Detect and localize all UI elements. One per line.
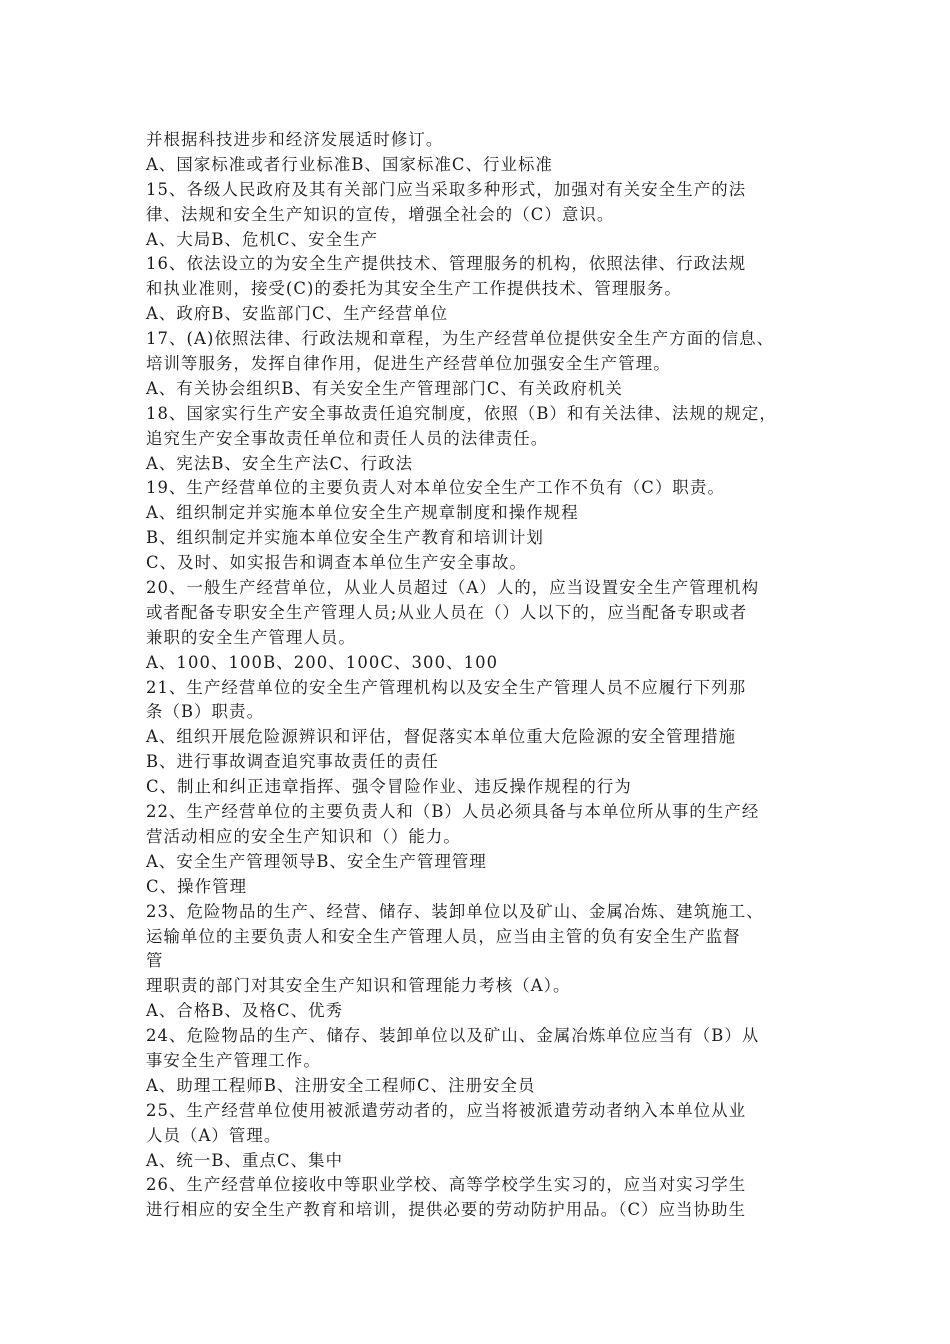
text-line: 22、生产经营单位的主要负责人和（B）人员必须具备与本单位所从事的生产经 <box>146 802 760 822</box>
text-line: 或者配备专职安全生产管理人员;从业人员在（）人以下的，应当配备专职或者 <box>146 602 748 622</box>
text-line: 兼职的安全生产管理人员。 <box>146 627 356 647</box>
text-line: 管 <box>146 951 164 971</box>
text-line: A、宪法B、安全生产法C、行政法 <box>146 453 414 473</box>
text-line: 20、一般生产经营单位，从业人员超过（A）人的，应当设置安全生产管理机构 <box>146 578 760 598</box>
text-line: C、操作管理 <box>146 876 248 896</box>
text-line: 营活动相应的安全生产知识和（）能力。 <box>146 826 461 846</box>
text-line: 并根据科技进步和经济发展适时修订。 <box>146 130 444 149</box>
document-body <box>146 128 836 1223</box>
text-line: 26、生产经营单位接收中等职业学校、高等学校学生实习的，应当对实习学生 <box>146 1175 747 1195</box>
text-line: A、政府B、安监部门C、生产经营单位 <box>146 304 449 324</box>
text-line: 19、生产经营单位的主要负责人对本单位安全生产工作不负有（C）职责。 <box>146 478 725 498</box>
text-line: 21、生产经营单位的安全生产管理机构以及安全生产管理人员不应履行下列那 <box>146 677 747 697</box>
text-line: 15、各级人民政府及其有关部门应当采取多种形式，加强对有关安全生产的法 <box>146 179 747 199</box>
text-line: 事安全生产管理工作。 <box>146 1050 321 1070</box>
text-line: 追究生产安全事故责任单位和责任人员的法律责任。 <box>146 428 549 448</box>
text-line: 23、危险物品的生产、经营、储存、装卸单位以及矿山、金属冶炼、建筑施工、 <box>146 901 764 921</box>
text-line: 17、(A)依照法律、行政法规和章程，为生产经营单位提供安全生产方面的信息、 <box>146 329 775 349</box>
text-line: A、大局B、危机C、安全生产 <box>146 229 379 249</box>
text-line: 人员（A）管理。 <box>146 1125 282 1145</box>
text-line: C、制止和纠正违章指挥、强令冒险作业、违反操作规程的行为 <box>146 777 632 797</box>
text-line: A、组织制定并实施本单位安全生产规章制度和操作规程 <box>146 503 579 523</box>
text-line: A、国家标准或者行业标准B、国家标准C、行业标准 <box>146 154 554 174</box>
text-line: 运输单位的主要负责人和安全生产管理人员，应当由主管的负有安全生产监督 <box>146 926 741 946</box>
text-line: 进行相应的安全生产教育和培训，提供必要的劳动防护用品。（C）应当协助生 <box>146 1200 747 1220</box>
text-line: A、合格B、及格C、优秀 <box>146 1001 344 1021</box>
text-line: 条（B）职责。 <box>146 702 265 722</box>
text-line: 律、法规和安全生产知识的宣传，增强全社会的（C）意识。 <box>146 204 615 224</box>
text-line: A、助理工程师B、注册安全工程师C、注册安全员 <box>146 1075 536 1095</box>
text-line: 理职责的部门对其安全生产知识和管理能力考核（A）。 <box>146 976 571 996</box>
text-line: 25、生产经营单位使用被派遣劳动者的，应当将被派遣劳动者纳入本单位从业 <box>146 1100 747 1120</box>
text-line: C、及时、如实报告和调查本单位生产安全事故。 <box>146 553 527 573</box>
text-line: A、安全生产管理领导B、安全生产管理管理 <box>146 851 487 871</box>
text-line: A、有关协会组织B、有关安全生产管理部门C、有关政府机关 <box>146 378 623 398</box>
text-line: 和执业准则，接受(C)的委托为其安全生产工作提供技术、管理服务。 <box>146 279 682 299</box>
text-line: B、进行事故调查追究事故责任的责任 <box>146 752 439 772</box>
text-line: A、统一B、重点C、集中 <box>146 1150 344 1170</box>
text-line: A、100、100B、200、100C、300、100 <box>146 652 499 672</box>
text-line: 16、依法设立的为安全生产提供技术、管理服务的机构，依照法律、行政法规 <box>146 254 747 274</box>
text-line: 培训等服务，发挥自律作用，促进生产经营单位加强安全生产管理。 <box>146 354 671 374</box>
text-line: A、组织开展危险源辨识和评估，督促落实本单位重大危险源的安全管理措施 <box>146 727 737 747</box>
text-line: 24、危险物品的生产、储存、装卸单位以及矿山、金属冶炼单位应当有（B）从 <box>146 1026 760 1046</box>
text-line: 18、国家实行生产安全事故责任追究制度，依照（B）和有关法律、法规的规定， <box>146 403 777 423</box>
text-line: B、组织制定并实施本单位安全生产教育和培训计划 <box>146 528 544 548</box>
